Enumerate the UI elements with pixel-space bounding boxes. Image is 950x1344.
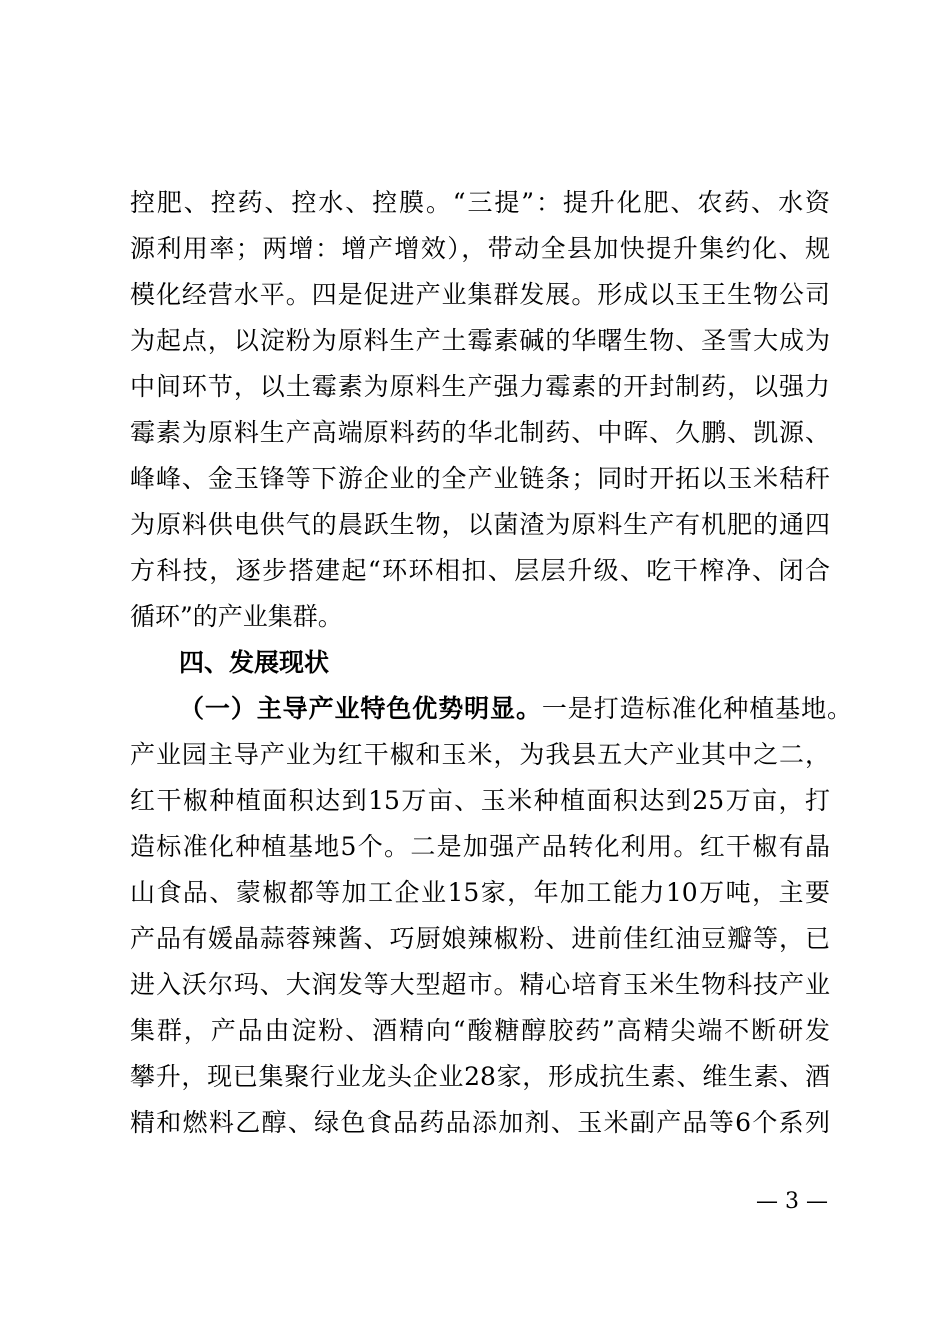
page-number: — 3 — bbox=[756, 1189, 828, 1214]
body-text-line: 精和燃料乙醇、绿色食品药品添加剂、玉米副产品等6个系列 bbox=[130, 1108, 830, 1137]
body-text-line: 方科技，逐步搭建起“环环相扣、层层升级、吃干榨净、闭合 bbox=[130, 556, 830, 585]
body-text-line: 模化经营水平。四是促进产业集群发展。形成以玉王生物公司 bbox=[130, 280, 830, 309]
subsection-first-line-text: 一是打造标准化种植基地。 bbox=[541, 694, 852, 723]
body-text-line: 产业园主导产业为红干椒和玉米，为我县五大产业其中之二， bbox=[130, 740, 830, 769]
section-heading: 四、发展现状 bbox=[179, 648, 330, 677]
body-text-line: 霉素为原料生产高端原料药的华北制药、中晖、久鹏、凯源、 bbox=[130, 418, 830, 447]
body-text-line: 山食品、蒙椒都等加工企业15家，年加工能力10万吨，主要 bbox=[130, 878, 830, 907]
body-text-line: 源利用率；两增：增产增效），带动全县加快提升集约化、规 bbox=[130, 234, 830, 263]
body-text-line: 峰峰、金玉锋等下游企业的全产业链条；同时开拓以玉米秸秆 bbox=[130, 464, 830, 493]
body-text-line: 控肥、控药、控水、控膜。“三提”：提升化肥、农药、水资 bbox=[130, 188, 830, 217]
body-text-line: 进入沃尔玛、大润发等大型超市。精心培育玉米生物科技产业 bbox=[130, 970, 830, 999]
body-text-line: 为原料供电供气的晨跃生物，以菌渣为原料生产有机肥的通四 bbox=[130, 510, 830, 539]
body-text-line: 为起点，以淀粉为原料生产土霉素碱的华曙生物、圣雪大成为 bbox=[130, 326, 830, 355]
subsection-first-line bbox=[179, 689, 852, 729]
body-text-line: 循环”的产业集群。 bbox=[130, 602, 343, 631]
body-text-line: 红干椒种植面积达到15万亩、玉米种植面积达到25万亩，打 bbox=[130, 786, 830, 815]
body-text-line: 攀升，现已集聚行业龙头企业28家，形成抗生素、维生素、酒 bbox=[130, 1062, 830, 1091]
body-text-line: 造标准化种植基地5个。二是加强产品转化利用。红干椒有晶 bbox=[130, 832, 830, 861]
body-text-line: 产品有媛晶蒜蓉辣酱、巧厨娘辣椒粉、进前佳红油豆瓣等，已 bbox=[130, 924, 830, 953]
body-text-line: 中间环节，以土霉素为原料生产强力霉素的开封制药，以强力 bbox=[130, 372, 830, 401]
body-text-line: 集群，产品由淀粉、酒精向“酸糖醇胶药”高精尖端不断研发 bbox=[130, 1016, 830, 1045]
subsection-title: （一）主导产业特色优势明显。 bbox=[179, 694, 542, 723]
